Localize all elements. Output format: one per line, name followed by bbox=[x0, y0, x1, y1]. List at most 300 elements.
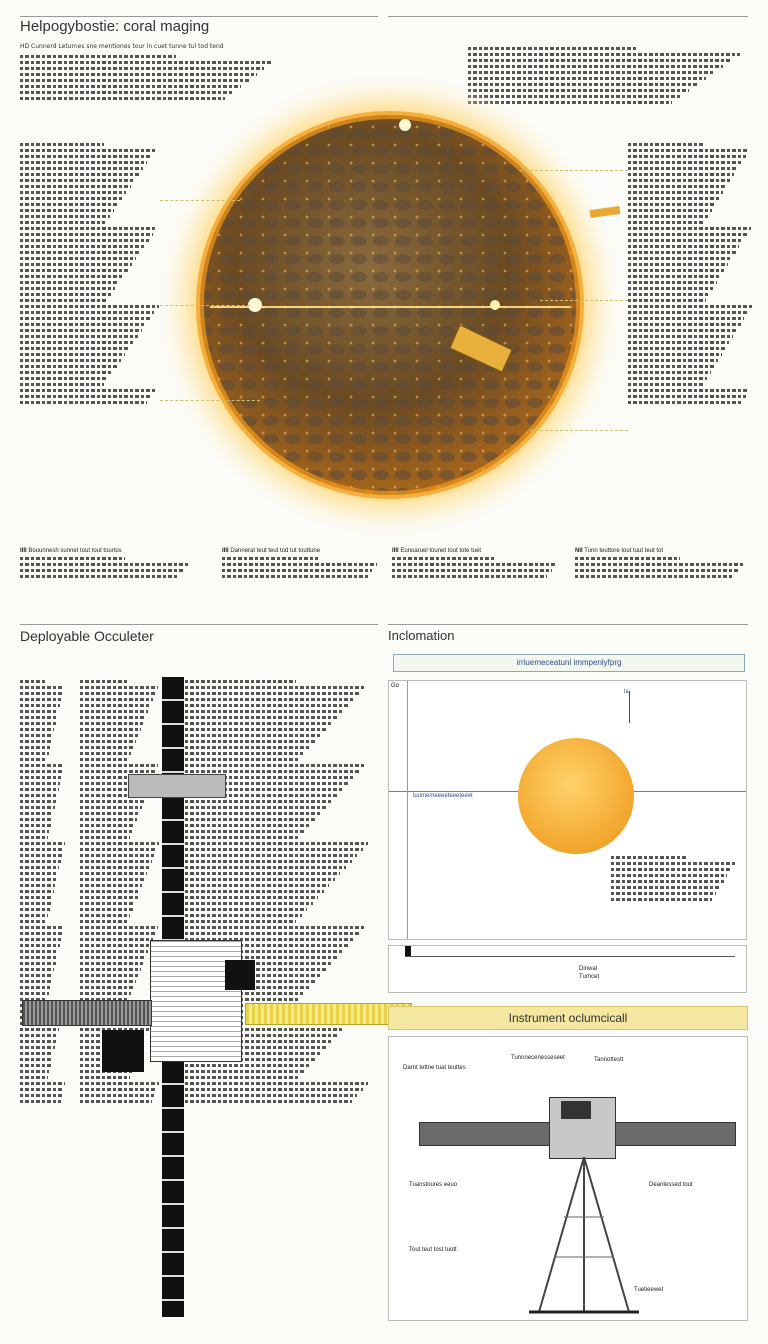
filler-line bbox=[20, 902, 51, 905]
filler-line bbox=[20, 1034, 57, 1037]
footer-column-label: IIII bbox=[392, 548, 399, 554]
filler-line bbox=[20, 1040, 56, 1043]
filler-line bbox=[20, 281, 119, 284]
filler-line bbox=[20, 185, 131, 188]
instrument-solar-left bbox=[419, 1122, 551, 1146]
filler-line bbox=[20, 818, 52, 821]
filler-line bbox=[20, 920, 47, 923]
filler-line bbox=[20, 1088, 63, 1091]
filler-line bbox=[20, 968, 54, 971]
filler-line bbox=[185, 872, 340, 875]
footer-column-3 bbox=[392, 548, 562, 594]
filler-line bbox=[80, 1094, 154, 1097]
filler-line bbox=[20, 758, 47, 761]
filler-line bbox=[20, 293, 111, 296]
filler-line bbox=[575, 575, 734, 578]
filler-line bbox=[628, 401, 742, 404]
filler-line bbox=[20, 377, 108, 380]
filler-line bbox=[185, 698, 353, 701]
footer-column-4 bbox=[575, 548, 750, 594]
filler-line bbox=[468, 65, 723, 68]
inset-plot bbox=[388, 680, 747, 940]
instrument-label: Tuanstoures eeuo bbox=[409, 1182, 458, 1188]
filler-line bbox=[20, 686, 64, 689]
filler-line bbox=[185, 692, 359, 695]
instrument-camera bbox=[561, 1101, 591, 1119]
filler-line bbox=[611, 898, 712, 901]
section-title-inset: Inclomation bbox=[388, 628, 455, 643]
sensor-block bbox=[225, 960, 255, 990]
instrument-label: Tout teut tost tuott bbox=[409, 1247, 457, 1253]
filler-line bbox=[185, 710, 342, 713]
filler-line bbox=[80, 968, 141, 971]
filler-line bbox=[20, 347, 129, 350]
filler-line bbox=[185, 740, 315, 743]
filler-line bbox=[20, 884, 55, 887]
filler-line bbox=[628, 287, 713, 290]
filler-line bbox=[20, 335, 138, 338]
filler-line bbox=[80, 770, 156, 773]
instrument-solar-right bbox=[614, 1122, 736, 1146]
filler-line bbox=[80, 962, 143, 965]
filler-line bbox=[628, 281, 717, 284]
filler-line bbox=[20, 752, 49, 755]
filler-line bbox=[20, 848, 63, 851]
filler-line bbox=[185, 860, 352, 863]
leader-line bbox=[160, 305, 250, 306]
filler-line bbox=[80, 704, 150, 707]
filler-line bbox=[628, 329, 737, 332]
filler-line bbox=[20, 770, 63, 773]
filler-line bbox=[185, 926, 364, 929]
filler-line bbox=[185, 878, 335, 881]
filler-line bbox=[80, 734, 138, 737]
filler-line bbox=[20, 173, 139, 176]
filler-line bbox=[80, 806, 142, 809]
filler-line bbox=[80, 944, 150, 947]
filler-line bbox=[628, 323, 741, 326]
filler-line bbox=[20, 275, 124, 278]
radiator-block bbox=[102, 1030, 144, 1072]
instrument-header-bar bbox=[388, 1006, 748, 1030]
filler-line bbox=[20, 872, 58, 875]
filler-line bbox=[20, 233, 153, 236]
filler-line bbox=[20, 371, 112, 374]
boom-bracket bbox=[128, 774, 226, 798]
filler-line bbox=[20, 55, 176, 58]
filler-line bbox=[80, 710, 148, 713]
filler-line bbox=[20, 227, 157, 230]
filler-line bbox=[20, 179, 135, 182]
filler-line bbox=[80, 686, 158, 689]
leader-line bbox=[540, 300, 628, 301]
filler-line bbox=[80, 860, 152, 863]
filler-line bbox=[20, 728, 54, 731]
filler-line bbox=[80, 926, 158, 929]
filler-line bbox=[185, 848, 363, 851]
filler-line bbox=[20, 365, 117, 368]
filler-line bbox=[20, 1070, 49, 1073]
footer-column-text: Eunoaruel tounet tout tote tuet bbox=[400, 548, 482, 554]
filler-line bbox=[222, 575, 368, 578]
filler-line bbox=[185, 866, 346, 869]
filler-line bbox=[628, 149, 749, 152]
filler-line bbox=[185, 932, 359, 935]
filler-line bbox=[392, 575, 547, 578]
filler-line bbox=[628, 155, 746, 158]
solar-panel-right bbox=[245, 1003, 412, 1025]
footer-column-label: IIII bbox=[20, 548, 27, 554]
filler-line bbox=[20, 251, 140, 254]
filler-line bbox=[80, 950, 148, 953]
filler-line bbox=[628, 365, 714, 368]
occulter-text-column bbox=[80, 677, 160, 1317]
title-rule-right bbox=[388, 16, 748, 17]
filler-line bbox=[80, 890, 140, 893]
filler-line bbox=[20, 938, 61, 941]
filler-line bbox=[20, 557, 125, 560]
filler-line bbox=[80, 830, 132, 833]
filler-line bbox=[185, 830, 305, 833]
filler-line bbox=[20, 836, 48, 839]
filler-line bbox=[20, 221, 105, 224]
filler-line bbox=[392, 563, 557, 566]
filler-line bbox=[20, 722, 56, 725]
filler-line bbox=[20, 974, 53, 977]
filler-line bbox=[628, 245, 739, 248]
filler-line bbox=[80, 812, 139, 815]
filler-line bbox=[20, 782, 60, 785]
section-rule bbox=[388, 624, 748, 625]
filler-line bbox=[20, 359, 121, 362]
filler-line bbox=[468, 53, 740, 56]
filler-line bbox=[185, 800, 333, 803]
filler-line bbox=[185, 920, 296, 923]
footer-columns bbox=[20, 548, 750, 608]
filler-line bbox=[80, 692, 155, 695]
filler-line bbox=[80, 896, 138, 899]
filler-line bbox=[80, 698, 153, 701]
filler-line bbox=[80, 818, 137, 821]
filler-line bbox=[20, 269, 128, 272]
filler-line bbox=[20, 161, 147, 164]
filler-line bbox=[628, 263, 728, 266]
filler-line bbox=[80, 836, 130, 839]
filler-line bbox=[611, 886, 720, 889]
filler-line bbox=[611, 862, 735, 865]
inset-y-label: Go bbox=[391, 683, 400, 689]
filler-line bbox=[628, 395, 746, 398]
filler-line bbox=[185, 722, 331, 725]
filler-line bbox=[185, 746, 309, 749]
filler-line bbox=[20, 716, 57, 719]
filler-line bbox=[80, 974, 138, 977]
filler-line bbox=[80, 1082, 159, 1085]
footer-column-text: Dannerat teut teut tod tut touttune bbox=[230, 548, 321, 554]
filler-line bbox=[628, 299, 706, 302]
filler-line bbox=[80, 1088, 157, 1091]
filler-line bbox=[628, 251, 736, 254]
filler-line bbox=[20, 740, 52, 743]
filler-line bbox=[628, 305, 752, 308]
filler-line bbox=[20, 866, 59, 869]
filler-line bbox=[20, 1046, 55, 1049]
filler-line bbox=[185, 704, 348, 707]
filler-line bbox=[222, 563, 377, 566]
filler-line bbox=[20, 299, 107, 302]
filler-line bbox=[20, 401, 147, 404]
filler-line bbox=[20, 197, 122, 200]
filler-line bbox=[80, 752, 131, 755]
instrument-title: Instrument oclumcicall bbox=[508, 1011, 628, 1025]
filler-line bbox=[628, 185, 727, 188]
filler-line bbox=[185, 1082, 368, 1085]
filler-line bbox=[628, 161, 742, 164]
solar-panel-left bbox=[22, 1000, 152, 1026]
filler-line bbox=[575, 557, 680, 560]
filler-line bbox=[20, 842, 65, 845]
filler-line bbox=[20, 209, 114, 212]
filler-line bbox=[222, 569, 372, 572]
filler-line bbox=[20, 932, 62, 935]
filler-line bbox=[185, 1094, 357, 1097]
footer-column-2 bbox=[222, 548, 382, 594]
filler-line bbox=[20, 1094, 62, 1097]
filler-line bbox=[628, 167, 738, 170]
filler-line bbox=[20, 950, 58, 953]
filler-line bbox=[185, 1070, 305, 1073]
filler-line bbox=[628, 353, 722, 356]
filler-line bbox=[80, 992, 131, 995]
filler-line bbox=[20, 794, 57, 797]
filler-line bbox=[20, 167, 143, 170]
filler-line bbox=[185, 902, 313, 905]
filler-line bbox=[20, 143, 104, 146]
filler-line bbox=[468, 59, 731, 62]
instrument-tower bbox=[529, 1157, 639, 1317]
filler-line bbox=[80, 878, 145, 881]
filler-line bbox=[611, 874, 727, 877]
title-rule-left bbox=[20, 16, 378, 17]
filler-line bbox=[628, 209, 712, 212]
filler-line bbox=[628, 173, 734, 176]
filler-line bbox=[20, 317, 150, 320]
filler-line bbox=[20, 395, 152, 398]
filler-line bbox=[20, 1064, 51, 1067]
instrument-label: Tuetieewet bbox=[634, 1287, 664, 1293]
filler-line bbox=[628, 383, 703, 386]
filler-line bbox=[20, 389, 156, 392]
filler-line bbox=[20, 287, 115, 290]
filler-line bbox=[80, 986, 134, 989]
filler-line bbox=[628, 293, 709, 296]
filler-line bbox=[628, 221, 704, 224]
filler-line bbox=[80, 728, 141, 731]
filler-line bbox=[185, 914, 302, 917]
filler-line bbox=[20, 1076, 48, 1079]
leader-line bbox=[520, 170, 628, 171]
filler-line bbox=[80, 980, 136, 983]
filler-line bbox=[20, 734, 53, 737]
filler-line bbox=[80, 716, 146, 719]
filler-line bbox=[20, 149, 156, 152]
filler-line bbox=[20, 1082, 65, 1085]
filler-line bbox=[628, 359, 718, 362]
filler-line bbox=[20, 155, 152, 158]
filler-line bbox=[611, 856, 688, 859]
filler-line bbox=[20, 908, 50, 911]
filler-line bbox=[185, 896, 318, 899]
filler-line bbox=[20, 980, 52, 983]
filler-line bbox=[611, 868, 731, 871]
filler-line bbox=[20, 383, 104, 386]
filler-line bbox=[628, 233, 747, 236]
filler-line bbox=[80, 848, 157, 851]
filler-line bbox=[185, 1100, 352, 1103]
filler-line bbox=[628, 317, 744, 320]
filler-line bbox=[185, 728, 326, 731]
filler-line bbox=[185, 854, 357, 857]
filler-line bbox=[80, 956, 146, 959]
filler-line bbox=[20, 569, 185, 572]
filler-line bbox=[80, 854, 154, 857]
filler-line bbox=[80, 680, 128, 683]
filler-line bbox=[80, 902, 135, 905]
filler-line bbox=[185, 806, 327, 809]
filler-line bbox=[185, 680, 296, 683]
filler-line bbox=[20, 776, 61, 779]
filler-line bbox=[185, 716, 337, 719]
filler-line bbox=[20, 806, 55, 809]
filler-line bbox=[20, 323, 146, 326]
filler-line bbox=[80, 872, 147, 875]
leader-line bbox=[160, 200, 240, 201]
filler-line bbox=[20, 878, 56, 881]
filler-line bbox=[628, 389, 749, 392]
filler-line bbox=[185, 890, 324, 893]
filler-line bbox=[20, 575, 179, 578]
filler-line bbox=[80, 842, 159, 845]
filler-line bbox=[628, 347, 726, 350]
filler-line bbox=[611, 892, 716, 895]
filler-line bbox=[575, 569, 740, 572]
filler-line bbox=[575, 563, 745, 566]
instrument-label: Tannottestt bbox=[594, 1057, 624, 1063]
filler-line bbox=[20, 830, 49, 833]
filler-line bbox=[20, 860, 61, 863]
filler-line bbox=[20, 890, 54, 893]
filler-line bbox=[20, 914, 48, 917]
section-title-occulter: Deployable Occuleter bbox=[20, 628, 154, 644]
filler-line bbox=[185, 818, 316, 821]
footer-column-label: NII bbox=[575, 548, 583, 554]
filler-line bbox=[80, 764, 158, 767]
filler-line bbox=[628, 203, 716, 206]
instrument-label: Tunnnecenesseseet bbox=[511, 1055, 565, 1061]
filler-line bbox=[80, 884, 142, 887]
filler-line bbox=[20, 986, 50, 989]
filler-line bbox=[628, 371, 711, 374]
filler-line bbox=[80, 914, 130, 917]
filler-line bbox=[20, 1100, 61, 1103]
inset-header-text: irriuemeceatunl immpenlyfprg bbox=[516, 658, 622, 667]
filler-line bbox=[20, 788, 59, 791]
filler-line bbox=[20, 680, 47, 683]
footer-label: Dinwal bbox=[579, 966, 598, 972]
filler-line bbox=[20, 263, 132, 266]
footer-column-1 bbox=[20, 548, 195, 594]
filler-line bbox=[628, 179, 731, 182]
inset-header-bar bbox=[393, 654, 745, 672]
filler-line bbox=[20, 563, 190, 566]
filler-line bbox=[628, 191, 723, 194]
filler-line bbox=[80, 866, 150, 869]
filler-line bbox=[185, 824, 311, 827]
text-column-right bbox=[628, 140, 753, 540]
inset-marker: la bbox=[624, 689, 629, 695]
footer-column-label: IIII bbox=[222, 548, 229, 554]
filler-line bbox=[611, 880, 724, 883]
filler-line bbox=[628, 377, 707, 380]
filler-line bbox=[185, 686, 364, 689]
filler-line bbox=[80, 824, 134, 827]
filler-line bbox=[185, 758, 298, 761]
filler-line bbox=[20, 257, 136, 260]
filler-line bbox=[20, 191, 126, 194]
filler-line bbox=[20, 896, 52, 899]
filler-line bbox=[80, 722, 143, 725]
filler-line bbox=[20, 854, 62, 857]
axis-marker bbox=[405, 946, 411, 956]
filler-line bbox=[20, 710, 58, 713]
page-title: Helpogybostie: coral maging bbox=[20, 18, 210, 35]
filler-line bbox=[20, 824, 51, 827]
footer-sub: Turncet bbox=[579, 974, 600, 980]
filler-line bbox=[628, 215, 708, 218]
filler-line bbox=[20, 305, 159, 308]
overlay-label: luumemeeeeteeeteeet bbox=[413, 793, 473, 799]
filler-line bbox=[20, 800, 56, 803]
filler-line bbox=[185, 842, 368, 845]
filler-line bbox=[628, 257, 732, 260]
filler-line bbox=[20, 956, 57, 959]
filler-line bbox=[185, 734, 320, 737]
filler-line bbox=[185, 908, 307, 911]
filler-line bbox=[20, 692, 62, 695]
filler-line bbox=[80, 938, 153, 941]
filler-line bbox=[628, 311, 748, 314]
filler-line bbox=[628, 197, 719, 200]
text-column-left bbox=[20, 140, 160, 540]
filler-line bbox=[80, 1100, 152, 1103]
instrument-panel bbox=[388, 1036, 748, 1321]
filler-line bbox=[20, 812, 53, 815]
header-line: HD Cunnerd Leturnes sne mentiones tour in cuet tunne tul tod tend bbox=[20, 43, 224, 50]
filler-line bbox=[20, 1058, 52, 1061]
filler-line bbox=[628, 335, 733, 338]
filler-line bbox=[628, 269, 724, 272]
filler-line bbox=[185, 1076, 300, 1079]
filler-line bbox=[392, 569, 552, 572]
filler-line bbox=[20, 239, 149, 242]
filler-line bbox=[185, 884, 329, 887]
filler-line bbox=[80, 740, 136, 743]
footer-column-text: Tunn teuttore tout tuut teut tot bbox=[584, 548, 664, 554]
filler-line bbox=[20, 764, 64, 767]
filler-line bbox=[80, 746, 134, 749]
filler-line bbox=[185, 1064, 311, 1067]
filler-line bbox=[20, 746, 50, 749]
